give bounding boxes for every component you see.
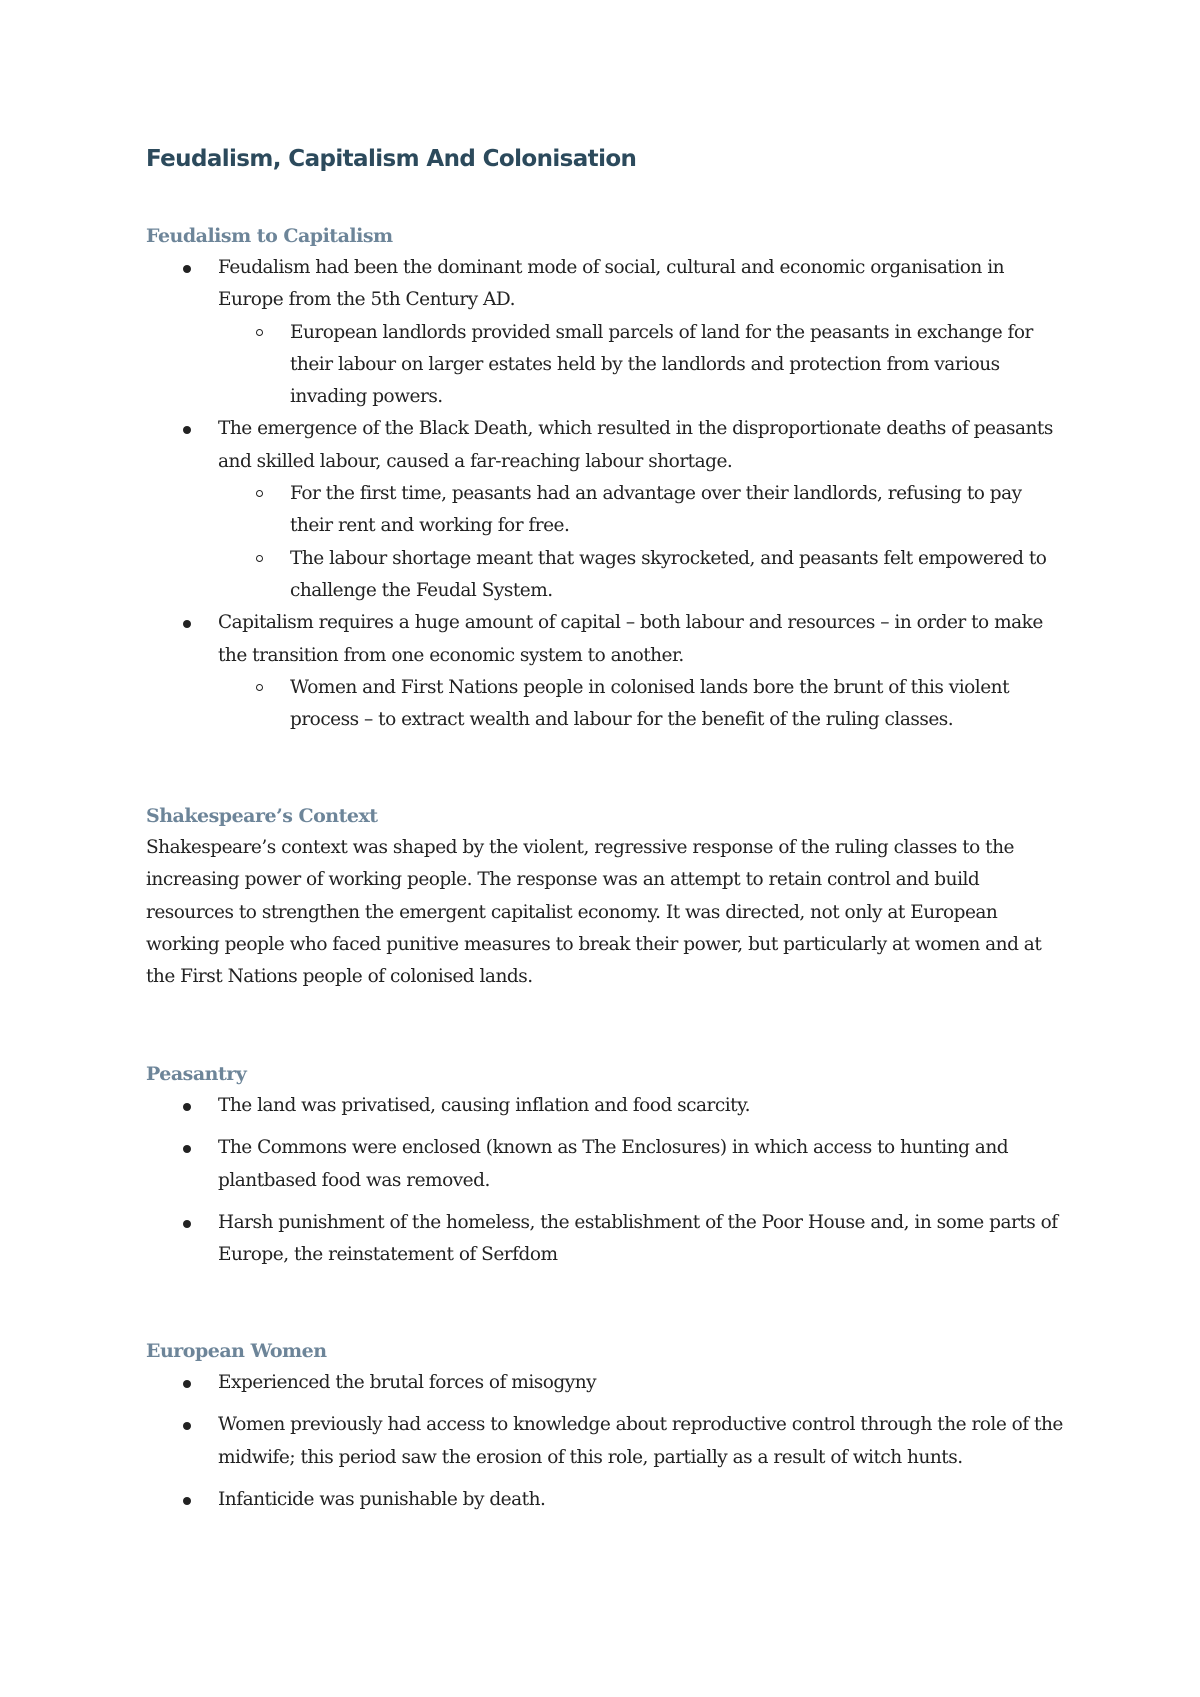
list-item-text: Feudalism had been the dominant mode of social, cultural and economic organisation in Europe from the 5th Century AD. [218,257,1005,311]
hollow-bullet-icon [256,555,263,562]
sub-list-item [218,543,1066,608]
list-item-text: The land was privatised, causing inflation and food scarcity. [218,1095,750,1116]
list-item-text: Infanticide was punishable by death. [218,1488,546,1510]
sub-list-item [218,317,1066,414]
section-women [146,1335,1066,1516]
bullet-list [146,1367,1066,1516]
section-peasantry [146,1058,1066,1271]
section-heading: Peasantry [146,1063,247,1085]
hollow-bullet-icon [256,329,263,336]
hollow-bullet-icon [256,684,263,691]
bullet-icon [183,1103,191,1111]
section-heading: European Women [146,1340,327,1362]
list-item-text: The Commons were enclosed (known as The Enclosures) in which access to hunting and plantbased food was removed. [218,1137,1009,1191]
sub-bullet-list [218,478,1066,607]
list-item [146,1090,1066,1122]
bullet-icon [183,1422,191,1430]
list-item [146,607,1066,736]
sub-list-item [218,672,1066,737]
bullet-icon [183,426,191,434]
sub-list-item-text: The labour shortage meant that wages skyrocketed, and peasants felt empowered to challenge the Feudal System. [290,547,1047,601]
list-item [146,1367,1066,1399]
list-item-text: The emergence of the Black Death, which resulted in the disproportionate deaths of peasants and skilled labour, caused a far-reaching labour shortage. [218,418,1053,472]
bullet-list [146,1090,1066,1271]
section-context [146,800,1066,993]
section-heading: Shakespeare’s Context [146,805,378,827]
section-feudalism [146,220,1066,736]
list-item-text: Harsh punishment of the homeless, the establishment of the Poor House and, in some parts of Europe, the reinstatement of Serfdom [218,1211,1058,1266]
document-title: Feudalism, Capitalism And Colonisation [146,146,637,172]
bullet-icon [183,1145,191,1153]
list-item-text: Capitalism requires a huge amount of capital – both labour and resources – in order to make the transition from one economic system to another. [218,612,1043,666]
list-item [146,1409,1066,1474]
bullet-icon [183,1497,191,1505]
section-heading: Feudalism to Capitalism [146,225,393,247]
list-item-text: Women previously had access to knowledge about reproductive control through the role of the midwife; this period saw the erosion of this role, partially as a result of witch hunts. [218,1414,1063,1468]
list-item [146,1207,1066,1272]
hollow-bullet-icon [256,490,263,497]
bullet-icon [183,1380,191,1388]
sub-list-item-text: For the first time, peasants had an advantage over their landlords, refusing to pay their rent and working for free. [290,483,1022,537]
list-item [146,1132,1066,1197]
list-item-text: Experienced the brutal forces of misogyny [218,1372,597,1393]
sub-list-item-text: Women and First Nations people in colonised lands bore the brunt of this violent process – to extract wealth and labour for the benefit of the ruling classes. [290,676,1009,731]
list-item [146,252,1066,413]
sub-bullet-list [218,672,1066,737]
bullet-icon [183,1220,191,1228]
sub-bullet-list [218,317,1066,414]
bullet-list [146,252,1066,736]
context-paragraph: Shakespeare’s context was shaped by the violent, regressive response of the ruling classes to the increasing power of working people. The response was an attempt to retain control and build resources to strengthen the emergent capitalist economy. It was directed, not only at European working people who faced punitive measures to break their power, but particularly at women and at the First Nations people of colonised lands. [146,837,1042,988]
sub-list-item [218,478,1066,543]
list-item [146,413,1066,607]
list-item [146,1484,1066,1516]
sub-list-item-text: European landlords provided small parcels of land for the peasants in exchange for their labour on larger estates held by the landlords and protection from various invading powers. [290,321,1033,408]
bullet-icon [183,265,191,273]
bullet-icon [183,620,191,628]
